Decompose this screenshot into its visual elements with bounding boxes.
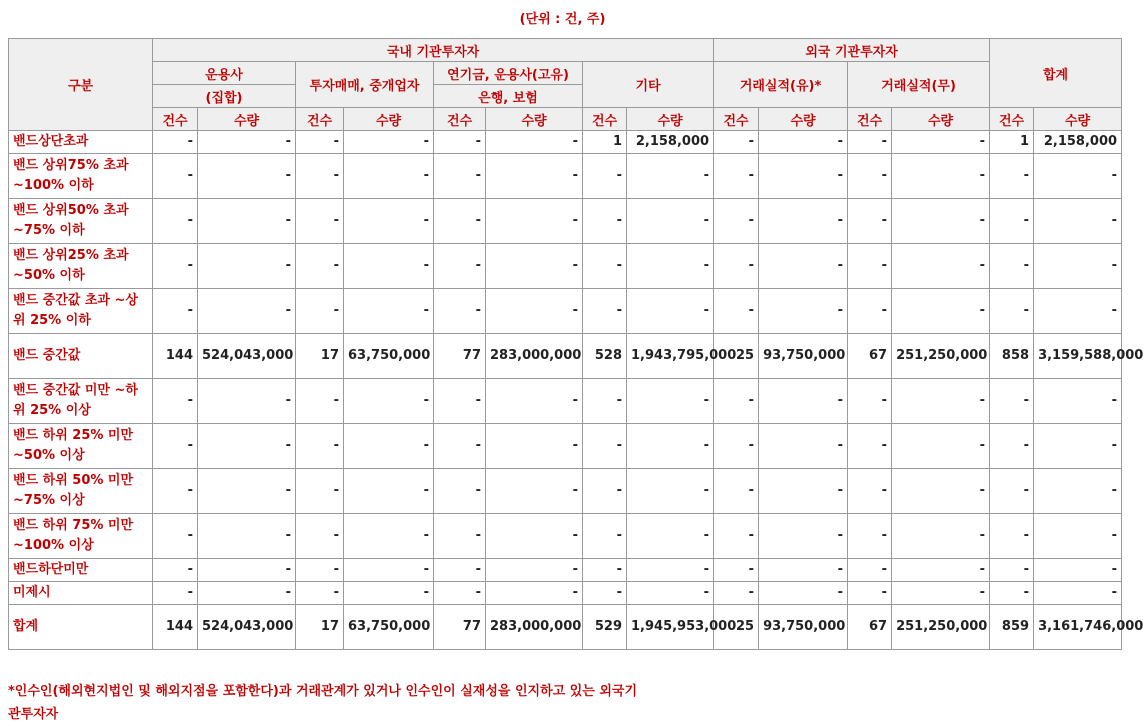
cell-count: 77 [434,334,486,379]
cell-qty: 93,750,000 [759,334,848,379]
cell-qty: - [1034,582,1122,605]
header-total: 합계 [990,39,1122,108]
cell-qty: - [627,289,714,334]
header-qty: 수량 [1034,108,1122,131]
cell-qty: - [1034,154,1122,199]
cell-count: - [296,131,344,154]
cell-qty: - [1034,199,1122,244]
cell-qty: - [344,379,434,424]
cell-qty: - [344,289,434,334]
cell-count: - [714,379,759,424]
cell-count: - [153,289,198,334]
cell-qty: - [892,582,990,605]
cell-count: - [714,244,759,289]
cell-count: - [714,289,759,334]
cell-count: - [714,514,759,559]
cell-qty: - [892,244,990,289]
cell-qty: - [486,244,583,289]
header-qty: 수량 [759,108,848,131]
footnote: *인수인(해외현지법인 및 해외지점을 포함한다)과 거래관계가 있거나 인수인이 실재성을 인지하고 있는 외국기관투자자 [8,684,638,722]
cell-count: - [434,244,486,289]
cell-count: - [848,514,892,559]
table-row [9,379,1122,424]
row-label: 밴드 중간값 [9,334,153,379]
cell-count: - [296,424,344,469]
cell-qty: - [627,469,714,514]
cell-qty: - [627,559,714,582]
cell-qty: - [627,244,714,289]
cell-qty: - [892,154,990,199]
subheader-row [9,108,1122,131]
cell-qty: - [344,469,434,514]
cell-count: 25 [714,605,759,650]
header-count: 건수 [714,108,759,131]
header-count: 건수 [990,108,1034,131]
cell-count: - [296,379,344,424]
cell-qty: - [198,469,296,514]
cell-count: - [990,559,1034,582]
cell-qty: 283,000,000 [486,605,583,650]
row-label: 밴드 상위50% 초과 ~75% 이하 [9,199,153,244]
cell-count: - [434,469,486,514]
header-qty: 수량 [486,108,583,131]
cell-qty: - [344,424,434,469]
row-label: 밴드 상위25% 초과 ~50% 이하 [9,244,153,289]
header-count: 건수 [153,108,198,131]
cell-count: - [153,559,198,582]
cell-count: - [153,154,198,199]
cell-count: 1 [583,131,627,154]
cell-qty: - [1034,379,1122,424]
cell-qty: - [344,582,434,605]
cell-qty: - [892,289,990,334]
header-foreign: 외국 기관투자자 [714,39,990,62]
cell-count: 859 [990,605,1034,650]
cell-count: - [848,289,892,334]
cell-qty: - [627,424,714,469]
table-row [9,154,1122,199]
table-row [9,199,1122,244]
cell-count: - [990,154,1034,199]
cell-qty: 1,943,795,000 [627,334,714,379]
cell-qty: - [486,154,583,199]
cell-qty: - [486,199,583,244]
cell-qty: - [759,469,848,514]
cell-count: 144 [153,334,198,379]
header-qty: 수량 [344,108,434,131]
cell-qty: - [759,582,848,605]
cell-qty: - [1034,559,1122,582]
cell-count: - [714,154,759,199]
cell-count: - [848,379,892,424]
cell-qty: - [892,514,990,559]
header-qty: 수량 [627,108,714,131]
cell-qty: - [198,154,296,199]
table-row [9,289,1122,334]
cell-count: - [296,469,344,514]
table-body [9,131,1143,650]
cell-count: - [990,424,1034,469]
cell-count: - [153,199,198,244]
cell-qty: - [892,379,990,424]
cell-qty: - [892,199,990,244]
cell-count: - [434,424,486,469]
cell-count: - [848,199,892,244]
cell-count: - [153,424,198,469]
cell-count: - [848,424,892,469]
table-row [9,605,1122,650]
header-foreign-yes: 거래실적(유)* [714,62,848,108]
cell-qty: - [759,244,848,289]
cell-qty: - [344,244,434,289]
cell-count: - [296,559,344,582]
cell-count: - [848,244,892,289]
cell-qty: - [198,379,296,424]
cell-qty: - [486,289,583,334]
cell-qty: - [198,289,296,334]
row-label: 밴드 상위75% 초과 ~100% 이하 [9,154,153,199]
cell-qty: 524,043,000 [198,605,296,650]
table-row [9,582,1122,605]
cell-count: - [583,514,627,559]
cell-qty: 63,750,000 [344,334,434,379]
cell-count: - [990,469,1034,514]
row-label: 미제시 [9,582,153,605]
cell-qty: - [1034,244,1122,289]
cell-qty: - [344,199,434,244]
cell-qty: - [892,424,990,469]
cell-count: - [714,559,759,582]
cell-count: - [848,154,892,199]
cell-qty: 3,161,746,000 [1034,605,1122,650]
cell-qty: - [759,199,848,244]
cell-qty: - [1034,469,1122,514]
row-label: 밴드상단초과 [9,131,153,154]
unit-note: (단위 : 건, 주) [519,12,606,27]
cell-count: 17 [296,334,344,379]
header-category: 구분 [9,39,153,131]
header-count: 건수 [296,108,344,131]
cell-count: 25 [714,334,759,379]
cell-qty: - [198,514,296,559]
cell-qty: - [759,559,848,582]
cell-qty: - [344,154,434,199]
cell-qty: - [344,559,434,582]
cell-count: - [714,469,759,514]
cell-qty: - [892,131,990,154]
cell-qty: - [198,244,296,289]
cell-count: - [848,131,892,154]
cell-count: - [848,559,892,582]
cell-count: - [583,379,627,424]
cell-qty: - [759,131,848,154]
header-qty: 수량 [198,108,296,131]
cell-qty: - [198,131,296,154]
cell-count: - [296,514,344,559]
cell-count: 529 [583,605,627,650]
cell-count: - [714,582,759,605]
header-qty: 수량 [892,108,990,131]
cell-qty: - [759,424,848,469]
cell-count: - [990,514,1034,559]
cell-qty: - [344,131,434,154]
row-label: 합계 [9,605,153,650]
cell-count: - [434,289,486,334]
cell-count: - [296,582,344,605]
cell-qty: - [892,559,990,582]
cell-count: - [296,289,344,334]
cell-qty: - [344,514,434,559]
cell-qty: - [627,582,714,605]
cell-count: - [153,244,198,289]
cell-qty: - [759,379,848,424]
cell-qty: 251,250,000 [892,605,990,650]
cell-qty: - [1034,424,1122,469]
cell-count: - [583,154,627,199]
header-domestic: 국내 기관투자자 [153,39,714,62]
header-broker: 투자매매, 중개업자 [296,62,434,108]
cell-count: - [990,199,1034,244]
cell-count: - [153,379,198,424]
cell-qty: - [486,559,583,582]
cell-qty: 93,750,000 [759,605,848,650]
row-label: 밴드 중간값 초과 ~상위 25% 이하 [9,289,153,334]
header-foreign-no: 거래실적(무) [848,62,990,108]
cell-qty: - [486,379,583,424]
cell-count: - [714,131,759,154]
table-row [9,514,1122,559]
cell-qty: - [486,469,583,514]
table-row [9,244,1122,289]
cell-count: - [153,131,198,154]
row-label: 밴드 하위 50% 미만 ~75% 이상 [9,469,153,514]
cell-count: 77 [434,605,486,650]
cell-count: 144 [153,605,198,650]
cell-count: - [434,559,486,582]
cell-qty: - [198,199,296,244]
cell-qty: - [198,582,296,605]
cell-count: - [583,559,627,582]
cell-qty: - [627,514,714,559]
table-row [9,469,1122,514]
cell-count: - [153,469,198,514]
cell-qty: - [198,424,296,469]
table-row [9,559,1122,582]
cell-count: - [714,199,759,244]
cell-qty: 524,043,000 [198,334,296,379]
cell-qty: - [1034,514,1122,559]
cell-count: - [434,582,486,605]
cell-count: - [714,424,759,469]
cell-count: - [583,469,627,514]
header-count: 건수 [848,108,892,131]
cell-count: - [583,424,627,469]
cell-qty: - [892,469,990,514]
cell-count: - [583,289,627,334]
table-row [9,131,1122,154]
cell-count: - [296,199,344,244]
cell-qty: - [486,424,583,469]
table-row [9,424,1122,469]
table-row [9,334,1122,379]
cell-qty: 63,750,000 [344,605,434,650]
cell-count: 1 [990,131,1034,154]
row-label: 밴드하단미만 [9,559,153,582]
cell-qty: 3,159,588,000 [1034,334,1122,379]
header-count: 건수 [434,108,486,131]
cell-count: 858 [990,334,1034,379]
cell-qty: - [627,379,714,424]
cell-count: - [153,582,198,605]
header-asset-mgr: 운용사 [153,62,296,85]
cell-qty: - [759,514,848,559]
cell-count: - [153,514,198,559]
allocation-table [8,38,1143,650]
cell-count: - [583,199,627,244]
cell-qty: 283,000,000 [486,334,583,379]
cell-count: - [583,582,627,605]
cell-count: - [434,131,486,154]
header-pension-sub: 은행, 보험 [434,85,583,108]
cell-qty: 2,158,000 [627,131,714,154]
cell-qty: - [627,154,714,199]
cell-count: 17 [296,605,344,650]
cell-count: - [848,582,892,605]
row-label: 밴드 하위 25% 미만 ~50% 이상 [9,424,153,469]
cell-qty: - [486,514,583,559]
cell-count: - [583,244,627,289]
cell-qty: - [198,559,296,582]
cell-count: - [296,244,344,289]
cell-count: 67 [848,334,892,379]
cell-qty: - [1034,289,1122,334]
cell-count: - [296,154,344,199]
cell-qty: - [486,131,583,154]
cell-qty: 1,945,953,000 [627,605,714,650]
cell-count: - [990,379,1034,424]
header-asset-mgr-sub: (집합) [153,85,296,108]
cell-qty: - [759,154,848,199]
cell-count: - [434,379,486,424]
header-count: 건수 [583,108,627,131]
cell-count: - [848,469,892,514]
cell-count: - [990,582,1034,605]
cell-qty: 251,250,000 [892,334,990,379]
row-label: 밴드 하위 75% 미만 ~100% 이상 [9,514,153,559]
cell-qty: - [486,582,583,605]
cell-count: - [990,289,1034,334]
cell-qty: - [759,289,848,334]
cell-count: - [434,154,486,199]
header-other: 기타 [583,62,714,108]
cell-count: 528 [583,334,627,379]
header-pension: 연기금, 운용사(고유) [434,62,583,85]
cell-count: - [434,514,486,559]
cell-count: - [434,199,486,244]
cell-qty: - [627,199,714,244]
cell-count: - [990,244,1034,289]
cell-count: 67 [848,605,892,650]
cell-qty: 2,158,000 [1034,131,1122,154]
row-label: 밴드 중간값 미만 ~하위 25% 이상 [9,379,153,424]
